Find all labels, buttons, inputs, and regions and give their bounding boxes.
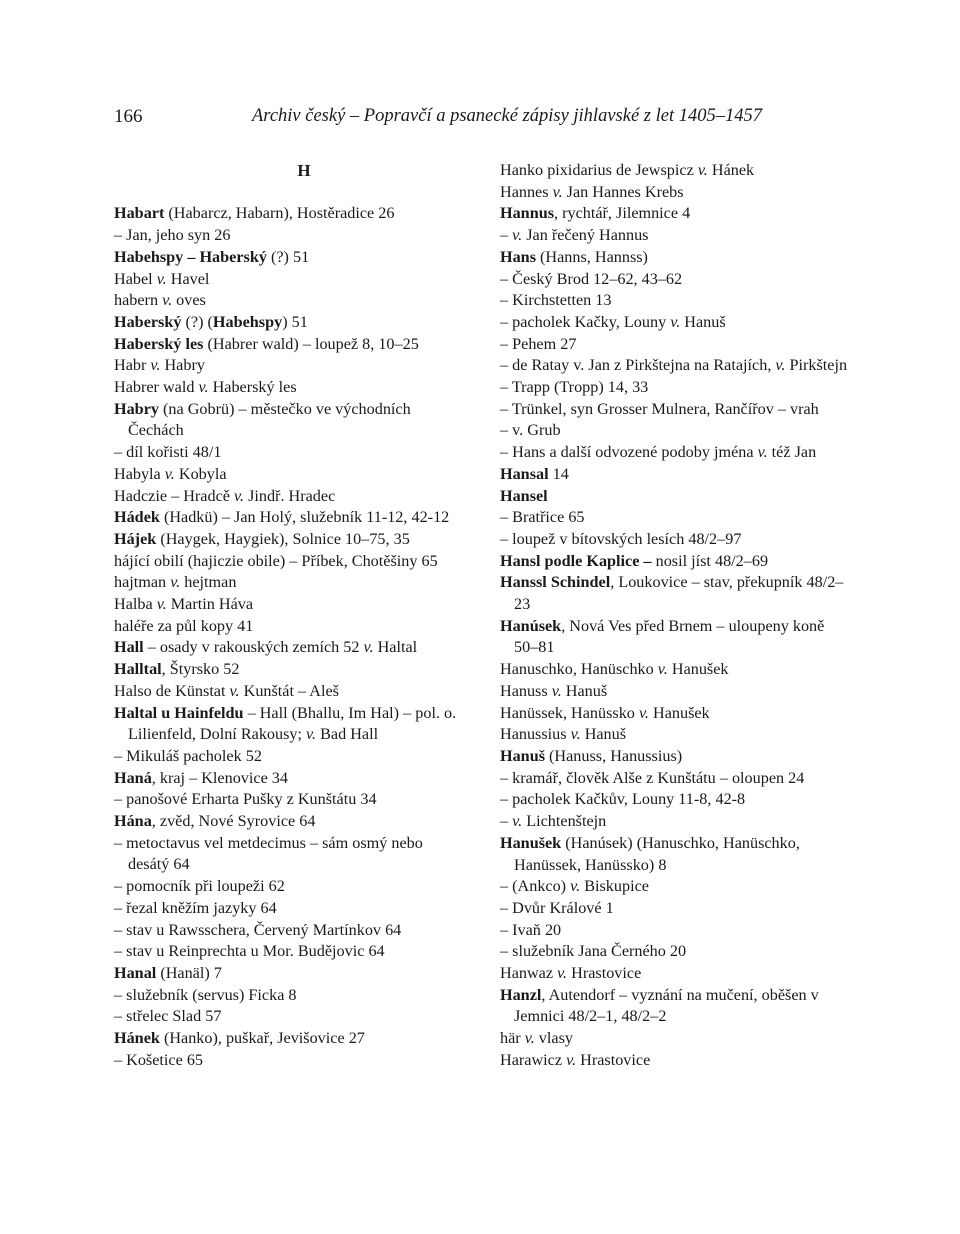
cross-reference-marker: v. [638,703,649,722]
index-entry [114,399,464,442]
index-entry [114,572,464,594]
entry-text: Habr [114,356,151,375]
entry-headword: Habry [114,399,159,418]
index-entry [500,442,850,464]
entry-headword: Hansel [500,486,548,505]
index-entry [114,247,464,269]
entry-text: Hrastovice [567,964,642,983]
entry-text: – stav u Reinprechta u Mor. Budějovic 64 [114,942,385,961]
index-entry [114,898,464,920]
entry-text: – Dvůr Králové 1 [500,898,614,917]
index-entry [114,920,464,942]
entry-text: Hanušek [648,703,710,722]
entry-headword: Haberský [114,312,182,331]
index-entry [500,1028,850,1050]
cross-reference-marker: v. [657,660,668,679]
index-entry [500,529,850,551]
index-entry [500,225,850,247]
cross-reference-marker: v. [512,812,523,831]
index-entry [114,659,464,681]
entry-text: Hanušek [667,660,729,679]
entry-text: Halba [114,595,157,614]
index-entry [114,681,464,703]
entry-text: – Trapp (Tropp) 14, 33 [500,378,649,397]
entry-text: – osady v rakouských zemích 52 [143,638,364,657]
entry-text: – Bratřice 65 [500,508,585,527]
entry-text: Habyla [114,464,165,483]
entry-text: hajtman [114,573,171,592]
entry-headword: Haltal u Hainfeldu [114,703,244,722]
entry-text: – panošové Erharta Pušky z Kunštátu 34 [114,790,377,809]
entry-text: Hadczie – Hradcě [114,486,234,505]
entry-text: – Trünkel, syn Grosser Mulnera, Rančířov – vrah [500,399,819,418]
cross-reference-marker: v. [150,356,161,375]
cross-reference-marker: v. [306,725,317,744]
entry-text: – pomocník při loupeži 62 [114,877,285,896]
index-entry [500,203,850,225]
entry-text: Haltal [373,638,418,657]
entry-text: Habel [114,269,157,288]
entry-text: haléře za půl kopy 41 [114,616,254,635]
entry-text: Hanko pixidarius de Jewspicz [500,161,698,179]
entry-text: – Košetice 65 [114,1050,204,1069]
entry-headword: Hans [500,247,536,266]
running-head: Archiv český – Popravčí a psanecké zápisy jihlavské z let 1405–1457 [252,106,762,126]
entry-text: – Hall (Bhallu, Im Hal) – pol. o. Lilienfeld, Dolní Rakousy; [128,703,457,744]
entry-headword: Hanssl Schindel [500,573,611,592]
entry-text: – řezal kněžím jazyky 64 [114,898,277,917]
entry-headword: Haná [114,768,152,787]
index-entry [500,486,850,508]
entry-text: – Hans a další odvozené podoby jména [500,443,758,462]
entry-headword: Hánek [114,1029,160,1048]
cross-reference-marker: v. [697,161,708,179]
entry-text: Hanuš [580,725,627,744]
index-entry [500,833,850,876]
entry-headword: Hána [114,812,152,831]
index-entry [500,985,850,1028]
index-entry [500,507,850,529]
cross-reference-marker: v. [775,356,786,375]
entry-text: Harawicz [500,1050,567,1069]
entry-text: (Habrer wald) – loupež 8, 10–25 [203,334,419,353]
entry-text: Haberský les [208,378,297,397]
entry-headword: Hansal [500,464,549,483]
cross-reference-marker: v. [551,681,562,700]
index-entry [114,529,464,551]
entry-text: Halso de Künstat [114,681,230,700]
entry-text: Biskupice [580,877,649,896]
index-entry [114,789,464,811]
index-entry [500,355,850,377]
entry-text: nosil jíst 48/2–69 [651,551,769,570]
entry-text: Jan řečený Hannus [522,226,649,245]
entry-text: Habrer wald [114,378,199,397]
index-entry [500,703,850,725]
entry-text: Havel [166,269,210,288]
entry-text: – střelec Slad 57 [114,1007,222,1026]
index-column-left [114,160,464,1072]
index-entry [500,290,850,312]
entry-headword: Habart [114,204,165,223]
entry-text: Pirkštejn [785,356,848,375]
entry-text: – díl kořisti 48/1 [114,443,222,462]
entry-text: Jindř. Hradec [244,486,336,505]
entry-text: Hánek [707,161,755,179]
entry-headword: Hanal [114,964,157,982]
entry-text: (Hanko), puškař, Jevišovice 27 [159,1029,365,1048]
section-letter: H [297,161,311,180]
entry-text: , rychtář, Jilemnice 4 [554,204,691,223]
entry-headword: Habehspy – Haberský [114,247,267,266]
entry-text: (Hanäl) 7 [156,964,222,982]
index-entry [114,637,464,659]
index-entry [114,442,464,464]
entry-text: hájící obilí (hajiczie obile) – Příbek, Chotěšiny 65 [114,551,438,570]
entry-text: – [500,226,513,245]
index-entry [500,420,850,442]
cross-reference-marker: v. [552,182,563,201]
index-entry [500,659,850,681]
index-entry [114,833,464,876]
cross-reference-marker: v. [233,486,245,505]
entry-text: hejtman [180,573,237,592]
index-entry [114,312,464,334]
entry-text: – Ivaň 20 [500,920,562,939]
entry-headword: Habehspy [212,312,283,331]
entry-text: – služebník Jana Černého 20 [500,942,687,961]
entry-text: (Hadkü) – Jan Holý, služebník 11-12, 42-12 [159,508,450,527]
entry-headword: Hájek [114,529,157,548]
entry-text: – loupež v bítovských lesích 48/2–97 [500,529,742,548]
entry-text: Lichtenštejn [522,812,607,831]
index-entry [500,681,850,703]
index-entry [500,377,850,399]
entry-text: (Habarcz, Habarn), Hostěradice 26 [164,204,395,223]
left-entries [114,203,464,1071]
index-entry [114,985,464,1007]
index-entry [500,724,850,746]
entry-text: Hanuš [680,312,726,331]
entry-text: (Haygek, Haygiek), Solnice 10–75, 35 [156,529,410,548]
index-entry [114,768,464,790]
entry-headword: Hanušek [500,833,562,852]
cross-reference-marker: v. [670,312,681,331]
index-entry [114,377,464,399]
entry-text: Hannes [500,182,553,201]
entry-text: – pacholek Kačky, Louny [500,312,671,331]
cross-reference-marker: v. [566,1050,577,1069]
index-entry [114,1006,464,1028]
entry-text: Hanussius [500,725,571,744]
index-entry [500,616,850,659]
entry-headword: Hádek [114,508,160,527]
entry-text: habern [114,291,163,310]
index-entry [114,746,464,768]
entry-text: Hanuss [500,681,552,700]
entry-text: vlasy [534,1029,573,1048]
entry-text: (?) ( [181,312,213,331]
entry-headword: Halltal [114,660,162,679]
entry-text: – (Ankco) [500,877,571,896]
index-entry [500,312,850,334]
index-entry [500,789,850,811]
entry-text: – Mikuláš pacholek 52 [114,746,262,765]
index-entry [500,963,850,985]
index-entry [114,334,464,356]
entry-text: – Kirchstetten 13 [500,291,612,310]
index-entry [114,551,464,573]
entry-text: Hrastovice [576,1050,651,1069]
entry-text: – [500,812,513,831]
entry-text: Martin Háva [166,595,254,614]
index-entry [114,703,464,746]
index-entry [500,1050,850,1072]
cross-reference-marker: v. [570,725,581,744]
entry-text: (Hanns, Hannss) [536,247,648,266]
cross-reference-marker: v. [170,573,181,592]
index-entry [500,160,850,182]
index-entry [500,269,850,291]
index-entry [500,898,850,920]
entry-text: (?) 51 [266,247,310,266]
index-entry [114,355,464,377]
index-column-right [500,160,850,1072]
entry-text: Jan Hannes Krebs [562,182,684,201]
entry-text: (na Gobrü) – městečko ve východních Čechách [128,399,411,440]
entry-text: , Autendorf – vyznání na mučení, oběšen v Jemnici 48/2–1, 48/2–2 [514,985,819,1026]
cross-reference-marker: v. [512,226,523,245]
index-entry [114,486,464,508]
index-entry [114,225,464,247]
index-entry [114,941,464,963]
index-entry [114,616,464,638]
cross-reference-marker: v. [363,638,374,657]
cross-reference-marker: v. [524,1029,535,1048]
index-entry [500,746,850,768]
entry-headword: Hannus [500,204,554,223]
entry-text: , zvěd, Nové Syrovice 64 [151,812,316,831]
entry-headword: Haberský les [114,334,204,353]
index-entry [114,876,464,898]
index-entry [500,399,850,421]
cross-reference-marker: v. [570,877,581,896]
entry-text: – v. Grub [500,421,561,440]
entry-text: Hanwaz [500,964,558,983]
cross-reference-marker: v. [198,378,209,397]
index-entry [114,594,464,616]
cross-reference-marker: v. [162,291,173,310]
cross-reference-marker: v. [557,964,568,983]
index-entry [114,203,464,225]
index-entry [114,963,464,985]
index-entry [114,290,464,312]
entry-text: här [500,1029,525,1048]
page-number: 166 [114,106,143,127]
entry-text: , Nová Ves před Brnem – uloupeny koně 50–81 [514,616,825,657]
entry-text: (Hanuss, Hanussius) [545,746,683,765]
entry-text: – Český Brod 12–62, 43–62 [500,269,683,288]
index-entry [500,182,850,204]
entry-text: – služebník (servus) Ficka 8 [114,985,297,1004]
entry-headword: Hall [114,638,144,657]
index-entry [500,941,850,963]
index-entry [114,507,464,529]
entry-text: Bad Hall [316,725,379,744]
entry-text: , Štyrsko 52 [161,660,240,679]
entry-text: – kramář, člověk Alše z Kunštátu – oloupen 24 [500,768,805,787]
entry-text: – stav u Rawsschera, Červený Martínkov 64 [114,920,402,939]
index-entry [500,572,850,615]
index-entry [500,334,850,356]
entry-text: – metoctavus vel metdecimus – sám osmý nebo desátý 64 [114,833,423,874]
index-entry [500,811,850,833]
entry-text: Hanuschko, Hanüschko [500,660,658,679]
entry-headword: Hansl podle Kaplice – [500,551,652,570]
entry-headword: Hanzl [500,985,542,1004]
cross-reference-marker: v. [156,269,167,288]
entry-text: 14 [548,464,569,483]
index-entry [114,1050,464,1072]
entry-text: Kobyla [174,464,227,483]
entry-text: též Jan [767,443,817,462]
entry-text: Kunštát – Aleš [239,681,339,700]
index-entry [114,269,464,291]
cross-reference-marker: v. [757,443,768,462]
index-entry [500,920,850,942]
index-entry [114,1028,464,1050]
entry-text: Hanuš [561,681,608,700]
index-entry [500,876,850,898]
entry-text: – de Ratay v. Jan z Pirkštejna na Ratajích, [500,356,776,375]
entry-headword: Hanuš [500,746,545,765]
entry-text: , kraj – Klenovice 34 [151,768,288,787]
entry-text: ) 51 [282,312,308,331]
index-entry [500,247,850,269]
entry-text: – Pehem 27 [500,334,577,353]
index-entry [500,768,850,790]
cross-reference-marker: v. [164,464,175,483]
entry-text: (Hanúsek) (Hanuschko, Hanüschko, Hanüssek, Hanüssko) 8 [514,833,800,874]
cross-reference-marker: v. [156,595,167,614]
index-entry [114,464,464,486]
entry-text: Habry [160,356,205,375]
entry-text: oves [172,291,206,310]
index-entry [500,464,850,486]
index-entry [500,551,850,573]
entry-text: – Jan, jeho syn 26 [114,226,231,245]
cross-reference-marker: v. [229,681,240,700]
entry-text: – pacholek Kačkův, Louny 11-8, 42-8 [500,790,746,809]
entry-text: Hanüssek, Hanüssko [500,703,639,722]
entry-headword: Hanúsek [500,616,562,635]
entry-text: , Loukovice – stav, překupník 48/2–23 [514,573,844,614]
index-entry [114,811,464,833]
